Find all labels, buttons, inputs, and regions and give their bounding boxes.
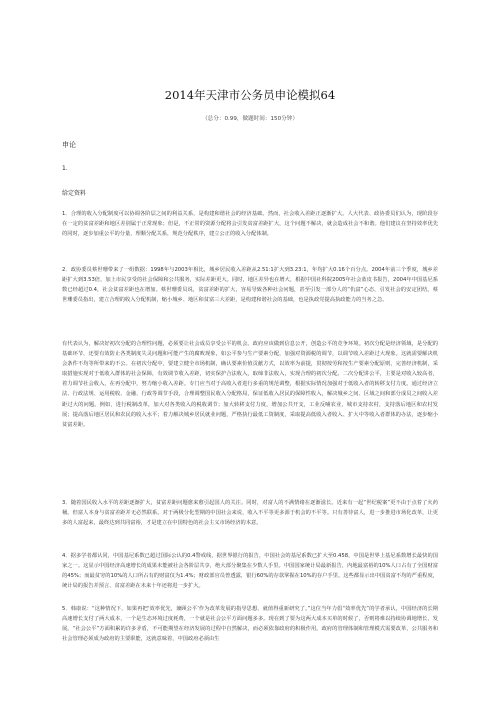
paragraph-2: 2．政协委员蔡世珊带来了一组数据：1998年与2003年相比，城乡居民收入差距从2.51:1扩大到3.23:1，年均扩大0.16个百分点。2004年前三个季度，城乡差距扩大到3.53倍，加上市民享受的社会保障和公共服务，实际差距更大。同时，地区差异也在增大，根据中国社科院2005年社会蓝皮书报告，2004年中国基尼系数已经超过0.4，社会贫富差距也在增加。蔡世珊委员说，贫富差距的扩大，容易导致各种社会问题，甚至引发一部分人的“仇富”心态，引发社会的安定团结。蔡世珊委员指出，建立合理的收入分配机制，缩小城乡、地区和贫富三大差距，是构建和谐社会的基础，也是执政党提高执政能力的当务之急。 [62, 267, 438, 304]
document-title: 2014年天津市公务员申论模拟64 [164, 88, 336, 102]
paragraph-1: 1．合理的收入分配制度可以协调各阶层之间的利益关系，是构建和谐社会的经济基础。然而，社会收入差距正逐渐扩大。人大代表、政协委员们认为，现阶段存在一定的贫富差距和地区差别属于正常现象；但是，不正常的资源分配将会引发贫富差距扩大，这个问题不解决，就会造成社会不和谐。他们建议在坚持效率优先的同时，逐步加重公平的分量，理顺分配关系，规范分配秩序，建立公正的收入分配体制。 [62, 211, 438, 238]
material-label: 给定资料 [62, 190, 87, 197]
section-label: 申论 [62, 141, 76, 149]
paragraph-5: 4．据多学者都认同，中国基尼系数已超过国际公认的0.4警戒线，据世界银行的报告，中国社会的基尼系数已扩大至0.458，中国是世界上基尼系数增长最快的国家之一。这显示中国经济高速增长的成果未能被社会各阶层共享，绝大部分聚集在少数人手里。中国国家统计局最新报告，内地最富裕的10%人口占有了全国财富的45%；而最贫穷的10%的人口所占有的财富仅为1.4%；财政部官员曾透露，银行60%的存款掌握在10%的存户手里。这些都显示出中国贫富不均的严重程度，统计局的报告并预言，贫富差距在未来十年还将进一步扩大。 [62, 553, 438, 590]
exam-meta: （总分：0.99，做题时间：150分钟） [202, 116, 298, 122]
paragraph-6: 5．韩康说：“这种情况下，如果再把‘效率优先，兼顾公平’作为改革发展的指导思想，就值得重新研究了。”这位当年力倡“效率优先”的学者承认，中国经济的长期高速增长支付了两大成本，一个是生态环境过度耗费，一个就是社会公平方面问题多多。现在到了要为这两大成本买单的时候了，否则将难以持续协调地增长、发展。“社会公平”方面积累的许多矛盾，不可能期望在经济发展的过程中自然解决，而必须依靠政府的积极作用。政府的管理体制和管理模式需要改革，公共服务和社会管理必须成为政府的主要职能，这就意味着，中国政府必须由生 [62, 606, 438, 643]
question-number: 1. [62, 165, 68, 172]
paragraph-3: 有代表认为，解决好初次分配的合理性问题，必须要让社会成员享受公平的机会。政府应该做到信息公开，创造公平的竞争环境。初次分配是经济领域，是分配的基础环节，还要有效防止各类制度失灵问题和可能产生的腐败现象，如公平参与生产要素分配，加强对资源税的调节，以调节收入差距过大现象。这就需要解决机会条件不均等所带来的不公。在初次分配中，要建立健全市场机制，确认要素价值贡献方式，以效率为前提，贯彻按劳和按生产要素分配原则，完善经济机制，采取措施实现对于低收入群体的社会保障，有效调节收入差距，切实保护合法收入，取缔非法收入，实现合理的初次分配。二次分配讲公平，主要是对收入较高者，着力调节社会收入，在再分配中，努力缩小收入差距。专门应当对于高收入者进行多重的规范调整，根据实际情况加强对于低收入者的转移支付力度。通过经济立法、行政法规、运用税收、金融、行政等调节手段，合理调整国民收入分配格局，保证低收入居民的保障性收入，解决城乡之间、区域之间和部分成员之间收入差距过大的问题。例如，进行税制改革，加大对各类收入的税收调节；加大转移支付力度，增加公共开支，工业反哺农业，城市支持农村，支持落后地区和农村发展；提高落后地区居民和农民的收入水平；着力解决城乡居民就业问题，严格执行最低工资制度，采取提高低收入者收入、扩大中等收入者群体的办法，逐步缩小贫富差距。 [62, 341, 438, 428]
paragraph-4: 3．随着国民收入水平的差距逐渐扩大，贫富差距问题愈来愈引起国人的关注。同时，对富人的不满情绪在逐渐滋长。近来有一起“世纪税案”更不由于点着了火药桶。但富人本身与贫富差距并无必然联系。对于两极分化型期的中国社会来说，收入不平等更多源于机会的不平等。只有善待富人，进一步推进市场化改革，让更多的人富起来，最终达到共同富裕，才是建立在中国特色的社会主义市场经济的本意。 [62, 500, 438, 527]
